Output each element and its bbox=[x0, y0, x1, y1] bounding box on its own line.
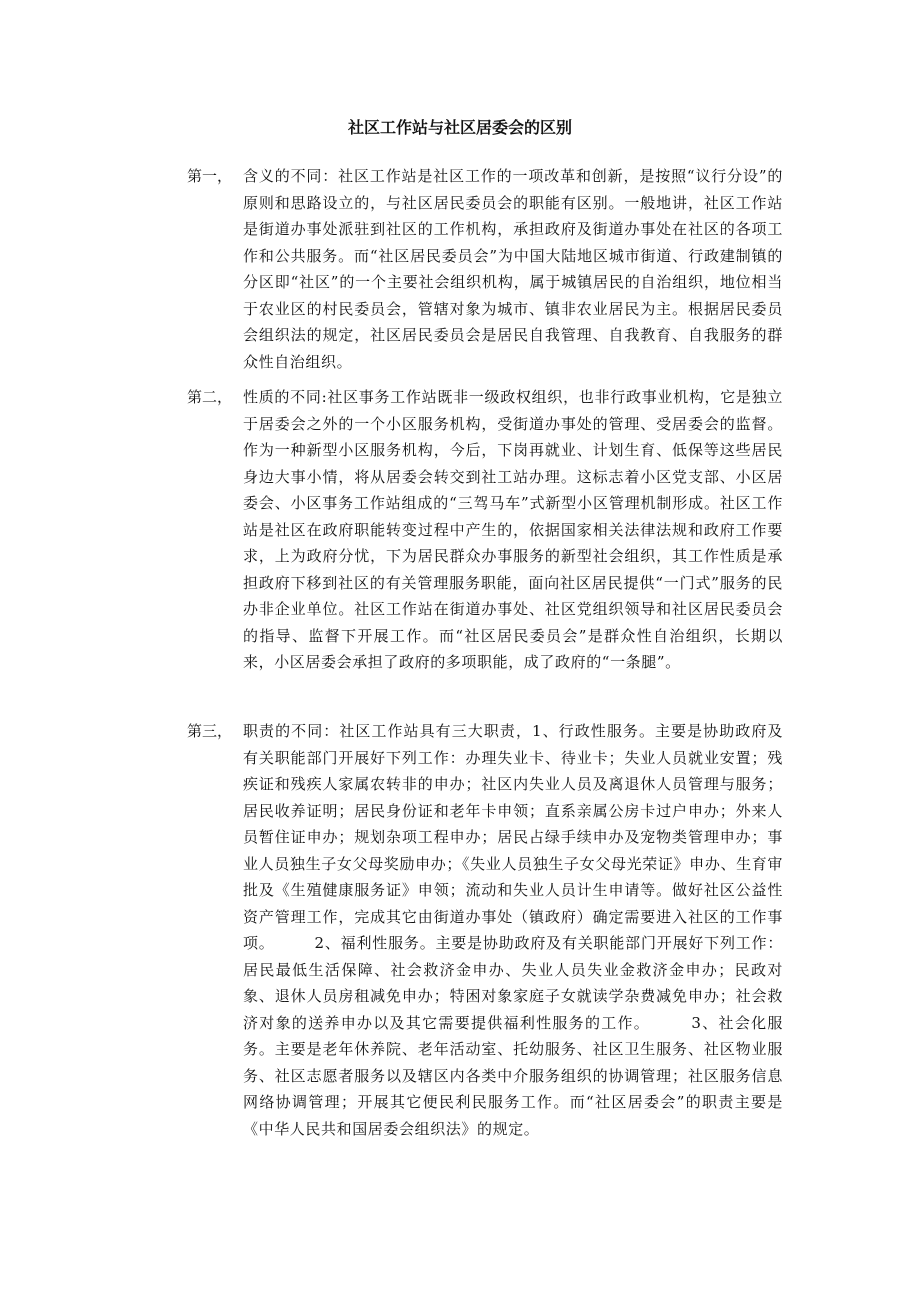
section-2-marker: 第二， bbox=[187, 388, 233, 406]
section-1 bbox=[187, 163, 787, 375]
section-1-marker: 第一， bbox=[187, 167, 233, 185]
section-2-text: 性质的不同:社区事务工作站既非一级政权组织，也非行政事业机构，它是独立于居委会之外的一个小区服务机构，受街道办事处的管理、受居委会的监督。作为一种新型小区服务机构，今后，下岗再就业、计划生育、低保等这些居民身边大事小情，将从居委会转交到社工站办理。这标志着小区党支部、小区居委会、小区事务工作站组成的“三驾马车”式新型小区管理机制形成。社区工作站是社区在政府职能转变过程中产生的，依据国家相关法律法规和政府工作要求，上为政府分忧，下为居民群众办事服务的新型社会组织，其工作性质是承担政府下移到社区的有关管理服务职能，面向社区居民提供“一门式”服务的民办非企业单位。社区工作站在街道办事处、社区党组织领导和社区居民委员会的指导、监督下开展工作。而“社区居民委员会”是群众性自治组织，长期以来，小区居委会承担了政府的多项职能，成了政府的“一条腿”。 bbox=[243, 388, 783, 671]
section-3 bbox=[187, 718, 787, 1142]
section-1-text: 含义的不同：社区工作站是社区工作的一项改革和创新，是按照“议行分设”的原则和思路设立的，与社区居民委员会的职能有区别。一般地讲，社区工作站是街道办事处派驻到社区的工作机构，承担政府及街道办事处在社区的各项工作和公共服务。而“社区居民委员会”为中国大陆地区城市街道、行政建制镇的分区即“社区”的一个主要社会组织机构，属于城镇居民的自治组织，地位相当于农业区的村民委员会，管辖对象为城市、镇非农业居民为主。根据居民委员会组织法的规定，社区居民委员会是居民自我管理、自我教育、自我服务的群众性自治组织。 bbox=[243, 167, 783, 371]
section-3-marker: 第三， bbox=[187, 722, 233, 740]
document-title: 社区工作站与社区居委会的区别 bbox=[347, 118, 572, 137]
section-3-text: 职责的不同：社区工作站具有三大职责，1、行政性服务。主要是协助政府及有关职能部门开展好下列工作：办理失业卡、待业卡；失业人员就业安置；残疾证和残疾人家属农转非的申办；社区内失业人员及离退休人员管理与服务；居民收养证明；居民身份证和老年卡申领；直系亲属公房卡过户申办；外来人员暂住证申办；规划杂项工程申办；居民占绿手续申办及宠物类管理申办；事业人员独生子女父母奖励申办；《失业人员独生子女父母光荣证》申办、生育审批及《生殖健康服务证》申领；流动和失业人员计生申请等。做好社区公益性资产管理工作，完成其它由街道办事处（镇政府）确定需要进入社区的工作事项。 2、福利性服务。主要是协助政府及有关职能部门开展好下列工作：居民最低生活保障、社会救济金申办、失业人员失业金救济金申办；民政对象、退休人员房租减免申办；特困对象家庭子女就读学杂费减免申办；社会救济对象的送养申办以及其它需要提供福利性服务的工作。 3、社会化服务。主要是老年休养院、老年活动室、托幼服务、社区卫生服务、社区物业服务、社区志愿者服务以及辖区内各类中介服务组织的协调管理；社区服务信息网络协调管理；开展其它便民利民服务工作。而“社区居委会”的职责主要是《中华人民共和国居委会组织法》的规定。 bbox=[243, 722, 783, 1138]
section-2 bbox=[187, 384, 787, 676]
